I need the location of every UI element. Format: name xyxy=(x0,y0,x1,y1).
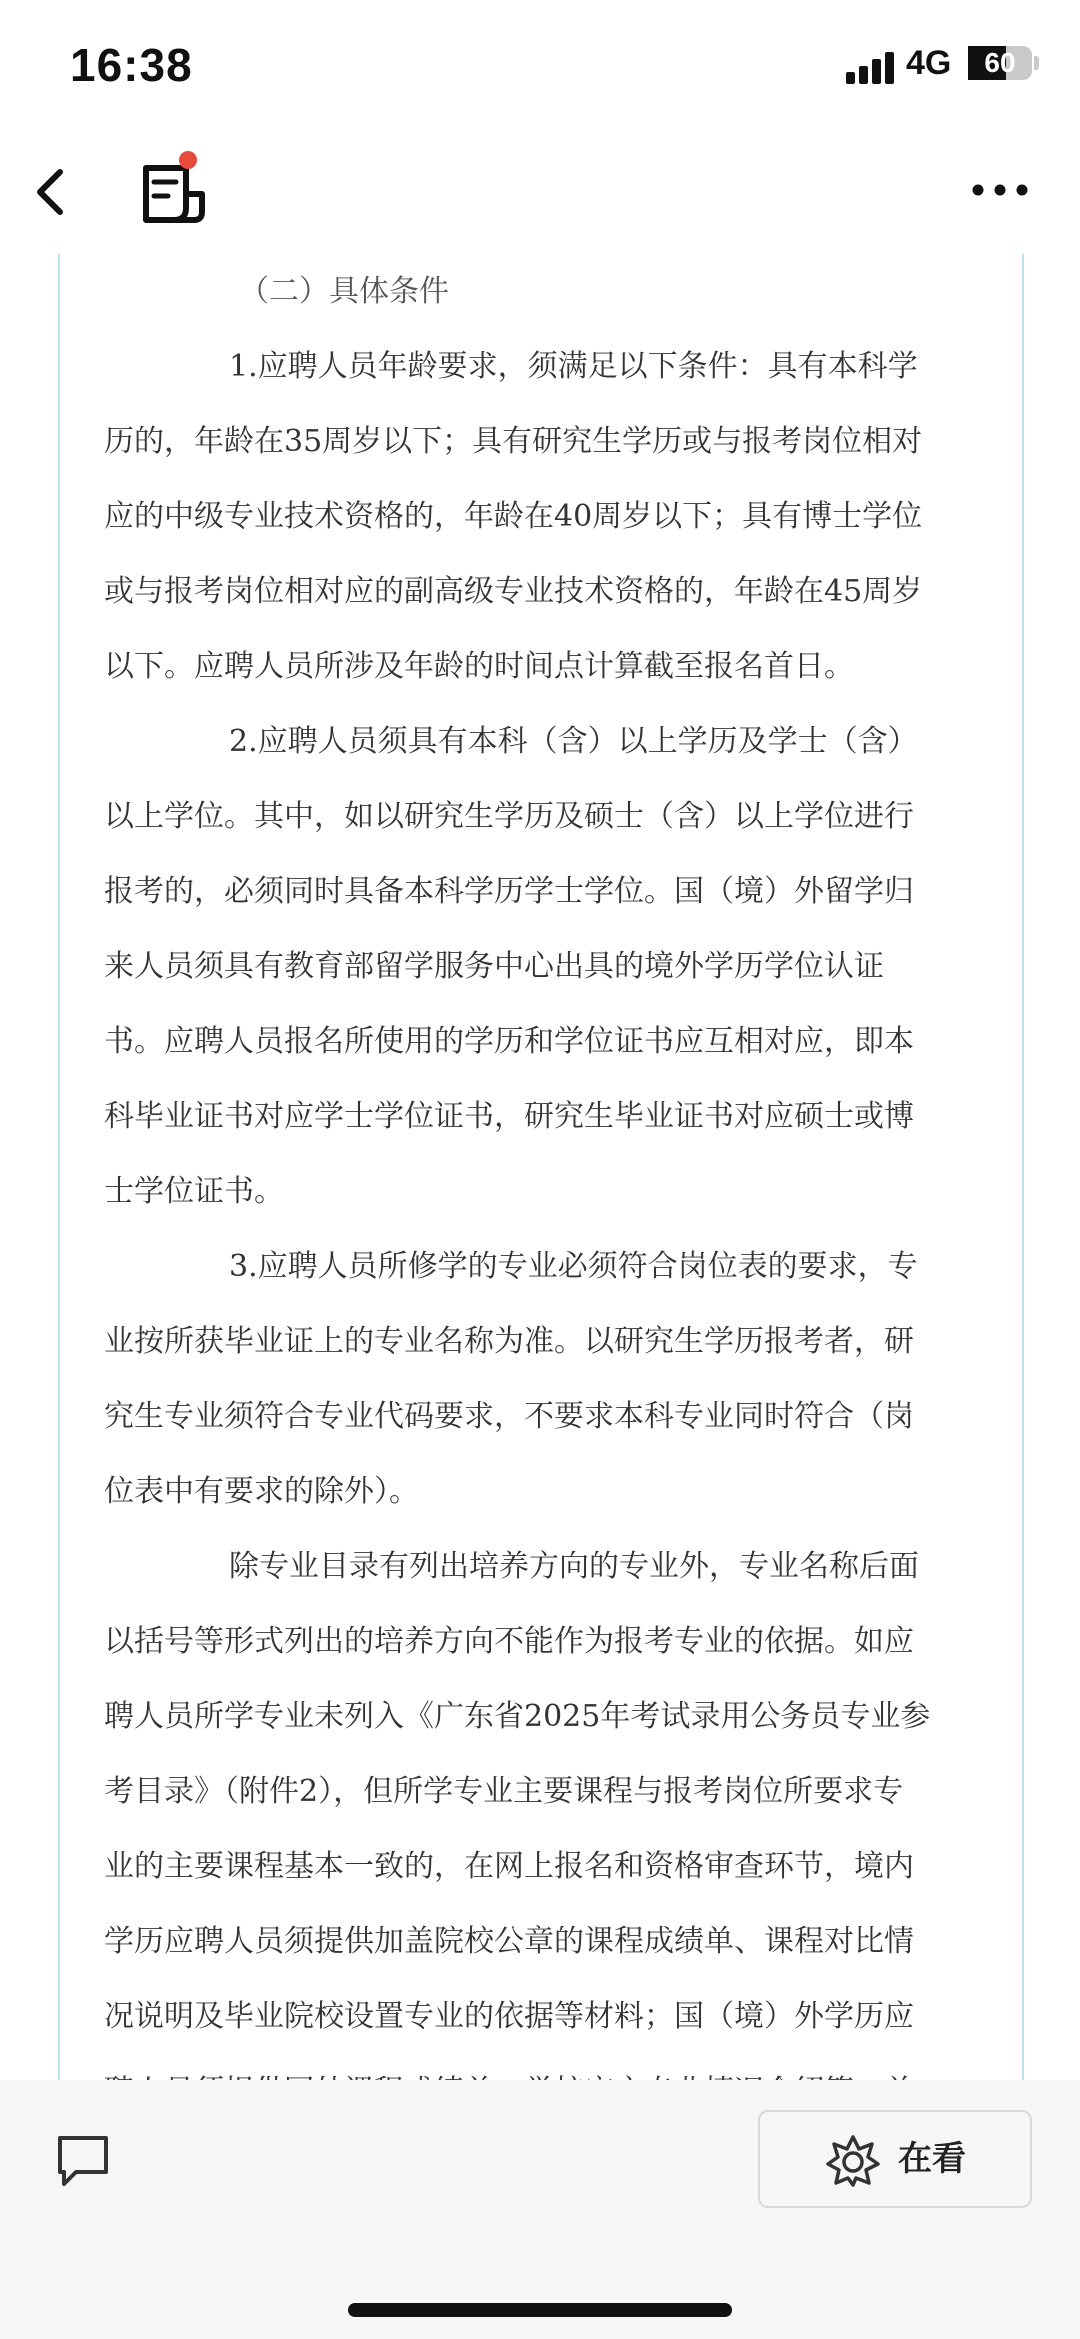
battery-tip xyxy=(1034,56,1039,70)
paragraph-line: 书。应聘人员报名所使用的学历和学位证书应互相对应，即本 xyxy=(104,1024,914,1059)
paragraph-2 xyxy=(104,704,984,1229)
wow-star-icon xyxy=(826,2134,880,2188)
paragraph-line: 况说明及毕业院校设置专业的依据等材料；国（境）外学历应 xyxy=(104,1999,914,2034)
nav-bar xyxy=(0,130,1080,254)
bottom-toolbar xyxy=(0,2080,1080,2339)
paragraph-line: 历的，年龄在35周岁以下；具有研究生学历或与报考岗位相对 xyxy=(104,424,923,459)
paragraph-line: 3.应聘人员所修学的专业必须符合岗位表的要求，专 xyxy=(229,1249,918,1284)
paragraph-line: 业按所获毕业证上的专业名称为准。以研究生学历报考者，研 xyxy=(104,1324,914,1359)
paragraph-1 xyxy=(104,329,984,704)
document-icon[interactable] xyxy=(140,150,220,230)
chevron-left-icon[interactable] xyxy=(22,160,82,224)
section-heading: （二）具体条件 xyxy=(239,274,449,309)
battery-icon xyxy=(968,46,1032,80)
paragraph-line: 以上学位。其中，如以研究生学历及硕士（含）以上学位进行 xyxy=(104,799,914,834)
paragraph-line: 学历应聘人员须提供加盖院校公章的课程成绩单、课程对比情 xyxy=(104,1924,914,1959)
more-dots-icon[interactable] xyxy=(968,170,1032,210)
battery-level: 60 xyxy=(984,47,1016,78)
network-type: 4G xyxy=(906,44,952,82)
paragraph-line: 来人员须具有教育部留学服务中心出具的境外学历学位认证 xyxy=(104,949,884,984)
article-content xyxy=(104,254,984,2129)
comment-icon[interactable] xyxy=(54,2132,112,2190)
paragraph-line: 聘人员所学专业未列入《广东省2025年考试录用公务员专业参 xyxy=(104,1699,931,1734)
paragraph-line: 2.应聘人员须具有本科（含）以上学历及学士（含） xyxy=(229,724,918,759)
paragraph-line: 科毕业证书对应学士学位证书，研究生毕业证书对应硕士或博 xyxy=(104,1099,914,1134)
paragraph-line: 业的主要课程基本一致的，在网上报名和资格审查环节，境内 xyxy=(104,1849,914,1884)
paragraph-line: 究生专业须符合专业代码要求，不要求本科专业同时符合（岗 xyxy=(104,1399,914,1434)
paragraph-line: 应的中级专业技术资格的，年龄在40周岁以下；具有博士学位 xyxy=(104,499,923,534)
paragraph-4 xyxy=(104,1529,984,2129)
wow-label: 在看 xyxy=(898,2139,966,2179)
home-indicator xyxy=(348,2303,732,2317)
wow-button[interactable] xyxy=(758,2110,1032,2208)
paragraph-line: 或与报考岗位相对应的副高级专业技术资格的，年龄在45周岁 xyxy=(104,574,923,609)
paragraph-3 xyxy=(104,1229,984,1529)
signal-icon xyxy=(846,50,898,84)
status-bar xyxy=(0,0,1080,130)
paragraph-line: 1.应聘人员年龄要求，须满足以下条件：具有本科学 xyxy=(229,349,918,384)
paragraph-line: 以下。应聘人员所涉及年龄的时间点计算截至报名首日。 xyxy=(104,649,854,684)
paragraph-line: 位表中有要求的除外）。 xyxy=(104,1474,419,1509)
paragraph-line: 士学位证书。 xyxy=(104,1174,284,1209)
article-body xyxy=(58,254,1024,2080)
paragraph-line: 除专业目录有列出培养方向的专业外，专业名称后面 xyxy=(229,1549,919,1584)
status-time: 16:38 xyxy=(70,39,193,91)
paragraph-line: 以括号等形式列出的培养方向不能作为报考专业的依据。如应 xyxy=(104,1624,914,1659)
paragraph-line: 报考的，必须同时具备本科学历学士学位。国（境）外留学归 xyxy=(104,874,914,909)
paragraph-line: 考目录》（附件2），但所学专业主要课程与报考岗位所要求专 xyxy=(104,1774,904,1809)
